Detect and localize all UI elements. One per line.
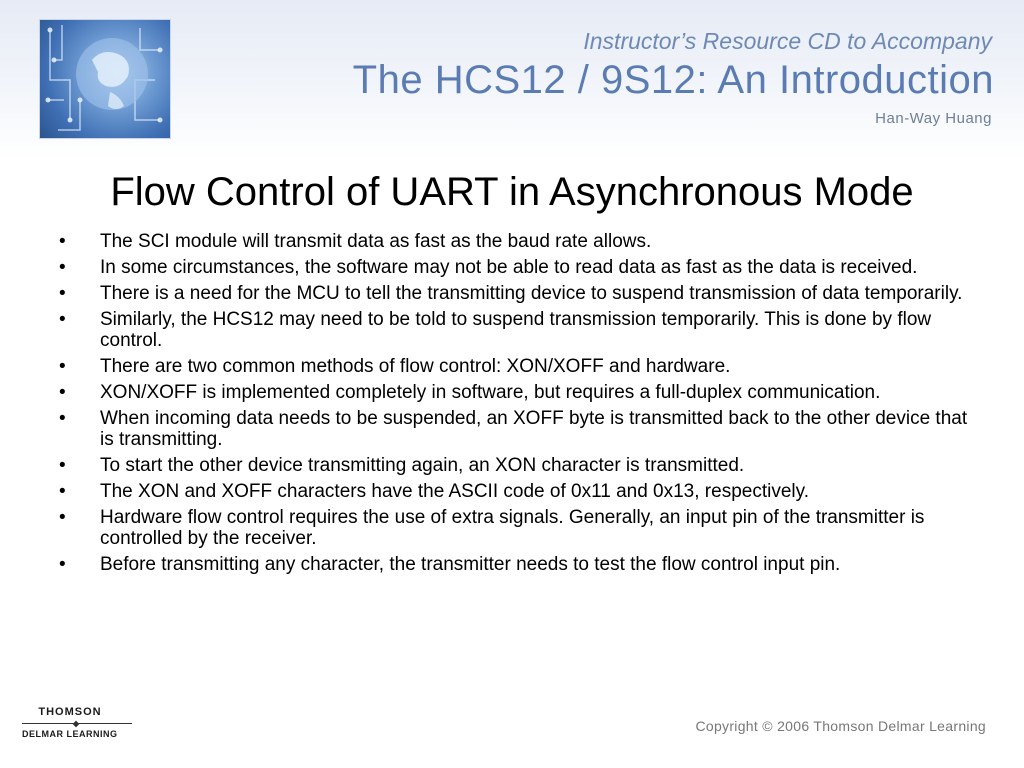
slide-title: Flow Control of UART in Asynchronous Mode (110, 170, 914, 214)
copyright-notice: Copyright © 2006 Thomson Delmar Learning (695, 718, 986, 734)
bullet-text: To start the other device transmitting again, an XON character is transmitted. (100, 455, 745, 476)
bullet-item (56, 356, 968, 377)
bullet-text: There is a need for the MCU to tell the transmitting device to suspend transmission of data temporarily. (100, 283, 963, 304)
bullet-item (56, 257, 968, 278)
bullet-item (56, 309, 968, 351)
bullet-item (56, 455, 968, 476)
bullet-marker: • (59, 455, 66, 476)
bullet-text: Before transmitting any character, the transmitter needs to test the flow control input pin. (100, 554, 841, 575)
bullet-text: Hardware flow control requires the use of extra signals. Generally, an input pin of the transmitter is controlled by the receiver. (100, 507, 925, 549)
bullet-marker: • (59, 554, 66, 575)
bullet-text: The XON and XOFF characters have the ASCII code of 0x11 and 0x13, respectively. (100, 481, 809, 502)
logo-rule-icon (22, 720, 132, 728)
bullet-marker: • (59, 309, 66, 330)
bullet-marker: • (59, 481, 66, 502)
bullet-marker: • (59, 283, 66, 304)
header-author: Han-Way Huang (875, 110, 992, 127)
bullet-item (56, 554, 968, 575)
bullet-item (56, 283, 968, 304)
bullet-text: In some circumstances, the software may not be able to read data as fast as the data is received. (100, 257, 918, 278)
bullet-text: Similarly, the HCS12 may need to be told to suspend transmission temporarily. This is done by flow control. (100, 309, 932, 351)
bullet-list (56, 231, 968, 580)
bullet-text: The SCI module will transmit data as fast as the baud rate allows. (100, 231, 652, 252)
bullet-item (56, 231, 968, 252)
publisher-name: THOMSON (38, 706, 102, 718)
bullet-item (56, 382, 968, 403)
bullet-text: There are two common methods of flow control: XON/XOFF and hardware. (100, 356, 731, 377)
slide-header-banner (0, 0, 1024, 160)
bullet-marker: • (59, 257, 66, 278)
bullet-marker: • (59, 231, 66, 252)
circuit-globe-icon (40, 20, 170, 138)
publisher-imprint: DELMAR LEARNING (22, 729, 118, 739)
thomson-logo (22, 706, 142, 746)
bullet-item (56, 408, 968, 450)
bullet-text: When incoming data needs to be suspended, an XOFF byte is transmitted back to the other device that is transmitting. (100, 408, 968, 450)
header-subtitle: Instructor’s Resource CD to Accompany (583, 28, 992, 54)
bullet-text: XON/XOFF is implemented completely in software, but requires a full-duplex communication. (100, 382, 881, 403)
header-book-title: The HCS12 / 9S12: An Introduction (352, 58, 994, 102)
bullet-item (56, 507, 968, 549)
bullet-marker: • (59, 507, 66, 528)
bullet-marker: • (59, 382, 66, 403)
circuit-globe-logo (40, 20, 170, 138)
bullet-marker: • (59, 356, 66, 377)
bullet-item (56, 481, 968, 502)
bullet-marker: • (59, 408, 66, 429)
